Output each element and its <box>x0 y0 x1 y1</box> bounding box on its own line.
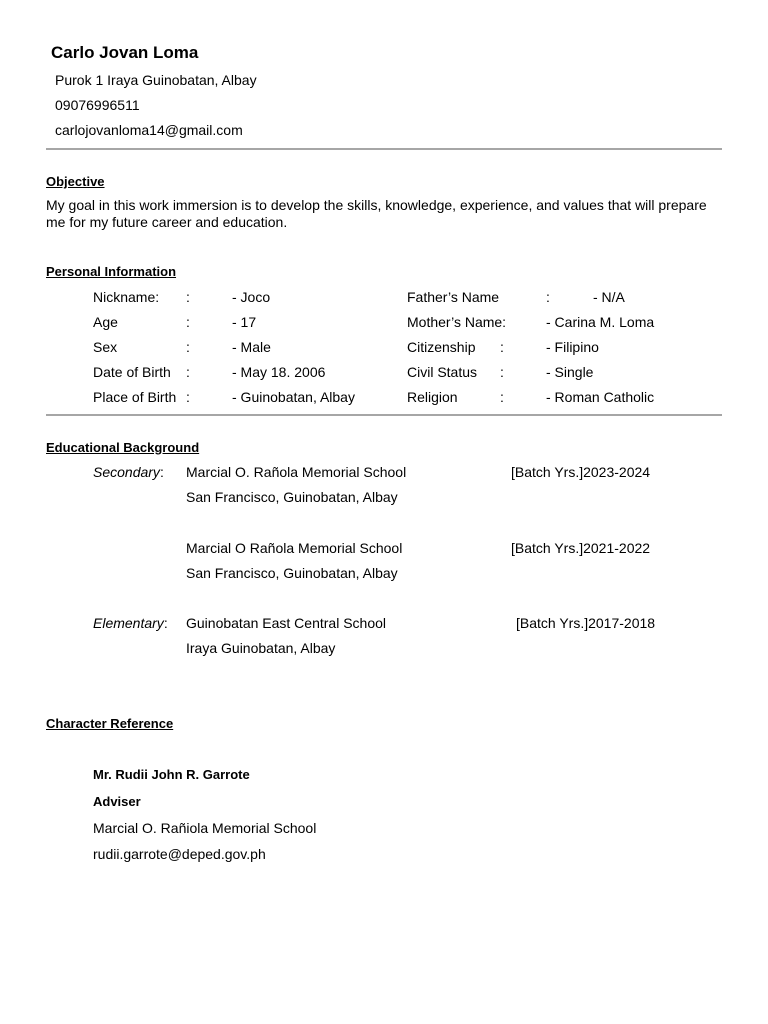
objective-text: My goal in this work immersion is to develop the skills, knowledge, experience, and values that will prepare me for my future career and education. <box>46 197 707 230</box>
civil-status-value: - Single <box>546 364 594 380</box>
sex-value: - Male <box>232 339 271 355</box>
header-divider <box>46 148 722 150</box>
nickname-label: Nickname: <box>93 289 160 305</box>
education-heading: Educational Background <box>46 440 200 455</box>
age-separator: : <box>186 314 190 330</box>
father-name-separator: : <box>546 289 550 305</box>
reference-name: Mr. Rudii John R. Garrote <box>93 767 250 782</box>
father-name-value: - N/A <box>593 289 625 305</box>
personal-info-divider <box>46 414 722 416</box>
school-address: Iraya Guinobatan, Albay <box>186 640 336 656</box>
dob-value: - May 18. 2006 <box>232 364 326 380</box>
religion-value: - Roman Catholic <box>546 389 655 405</box>
school-address: San Francisco, Guinobatan, Albay <box>186 489 398 505</box>
civil-status-label: Civil Status <box>407 364 478 380</box>
school-address: San Francisco, Guinobatan, Albay <box>186 565 398 581</box>
elementary-label-text: Elementary <box>93 615 164 631</box>
personal-info-heading: Personal Information <box>46 264 177 279</box>
applicant-address: Purok 1 Iraya Guinobatan, Albay <box>55 72 257 88</box>
elementary-label <box>93 615 168 631</box>
age-value: - 17 <box>232 314 257 330</box>
objective-heading: Objective <box>46 174 105 189</box>
citizenship-label: Citizenship <box>407 339 476 355</box>
mother-name-value: - Carina M. Loma <box>546 314 655 330</box>
religion-label: Religion <box>407 389 458 405</box>
elementary-colon: : <box>163 615 168 631</box>
school-name: Marcial O. Rañola Memorial School <box>186 464 407 480</box>
father-name-label: Father’s Name <box>407 289 500 305</box>
sex-label: Sex <box>93 339 118 355</box>
citizenship-value: - Filipino <box>546 339 599 355</box>
batch-years: [Batch Yrs.]2021-2022 <box>511 540 651 556</box>
applicant-phone: 09076996511 <box>55 97 140 113</box>
dob-separator: : <box>186 364 190 380</box>
age-label: Age <box>93 314 118 330</box>
applicant-email: carlojovanloma14@gmail.com <box>55 122 243 138</box>
reference-position: Adviser <box>93 794 141 809</box>
nickname-value: - Joco <box>232 289 271 305</box>
mother-name-label: Mother’s Name: <box>407 314 507 330</box>
secondary-label <box>93 464 164 480</box>
dob-label: Date of Birth <box>93 364 171 380</box>
school-name: Guinobatan East Central School <box>186 615 387 631</box>
civil-status-separator: : <box>500 364 504 380</box>
reference-heading: Character Reference <box>46 716 174 731</box>
secondary-colon: : <box>159 464 164 480</box>
school-name: Marcial O Rañola Memorial School <box>186 540 403 556</box>
secondary-label-text: Secondary <box>93 464 160 480</box>
batch-years: [Batch Yrs.]2017-2018 <box>516 615 656 631</box>
pob-separator: : <box>186 389 190 405</box>
applicant-name: Carlo Jovan Loma <box>51 43 199 62</box>
nickname-separator: : <box>186 289 190 305</box>
pob-label: Place of Birth <box>93 389 177 405</box>
batch-years: [Batch Yrs.]2023-2024 <box>511 464 651 480</box>
citizenship-separator: : <box>500 339 504 355</box>
religion-separator: : <box>500 389 504 405</box>
reference-email: rudii.garrote@deped.gov.ph <box>93 846 266 862</box>
sex-separator: : <box>186 339 190 355</box>
reference-school: Marcial O. Rañiola Memorial School <box>93 820 317 836</box>
pob-value: - Guinobatan, Albay <box>232 389 355 405</box>
